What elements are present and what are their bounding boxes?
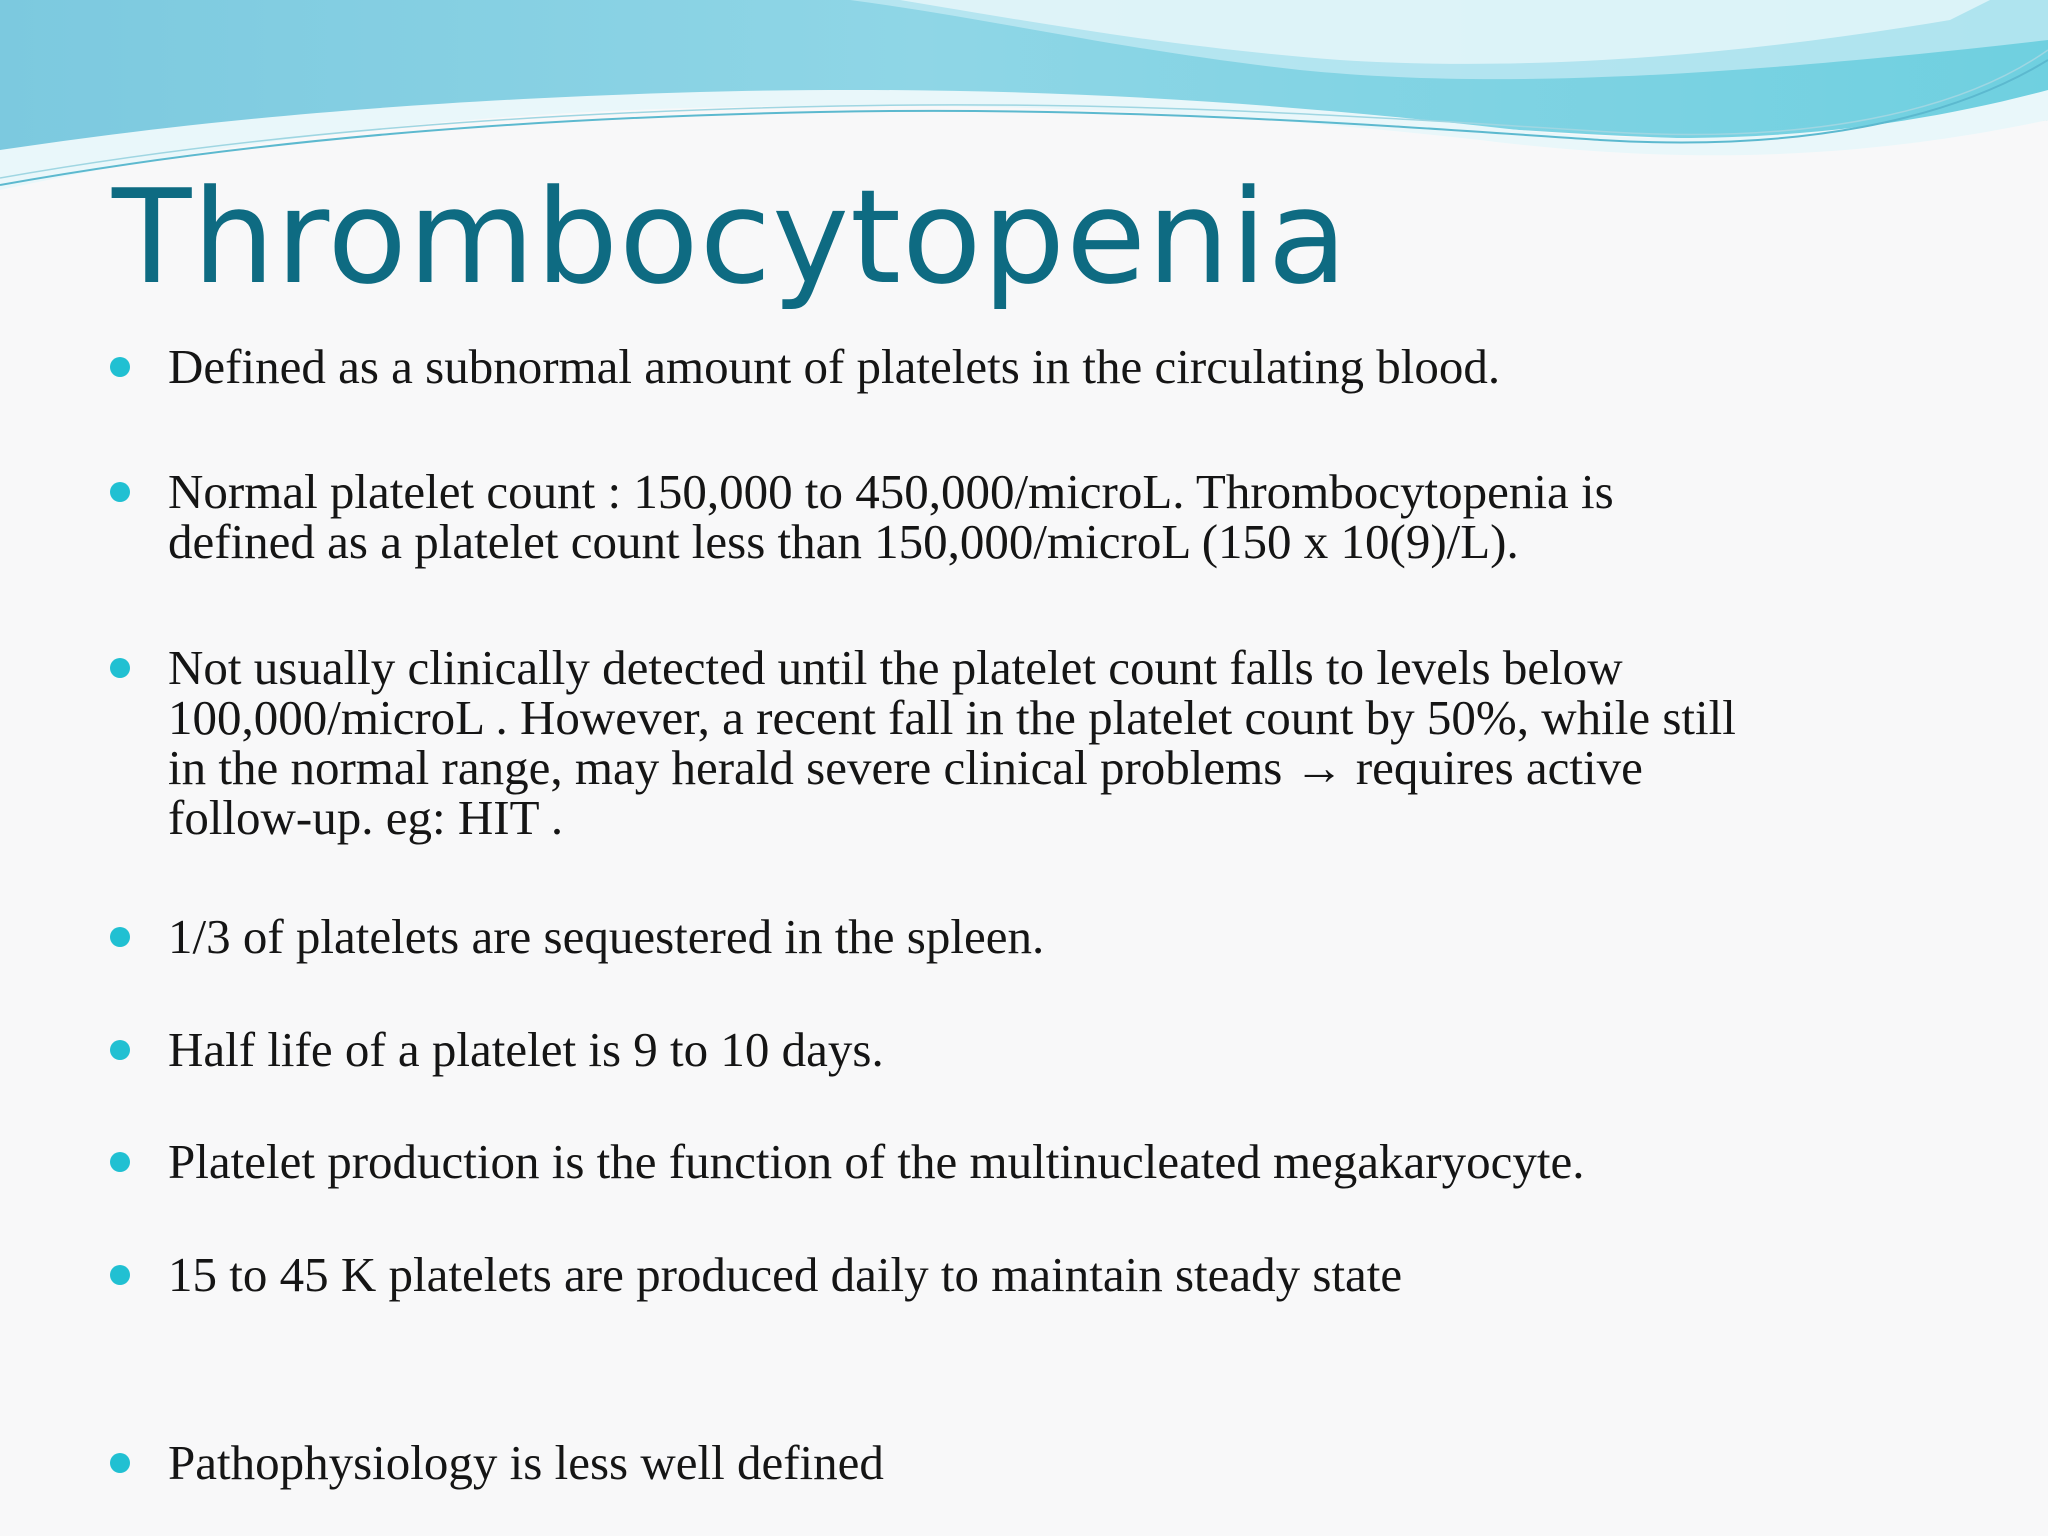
bullet-line: Platelet production is the function of the multinucleated megakaryocyte. <box>168 1134 1585 1189</box>
bullet-text <box>168 339 2048 394</box>
bullet-dot-icon <box>110 482 130 502</box>
bullet-line: Defined as a subnormal amount of platelets in the circulating blood. <box>168 339 1501 394</box>
bullet-dot-icon <box>110 1453 130 1473</box>
slide-title: Thrombocytopenia <box>112 161 1349 313</box>
bullet-text <box>168 464 2048 569</box>
bullet-line: 15 to 45 K platelets are produced daily to maintain steady state <box>168 1247 1403 1302</box>
bullet-line: Normal platelet count : 150,000 to 450,000/microL. Thrombocytopenia is <box>168 464 1614 519</box>
bullet-dot-icon <box>110 1040 130 1060</box>
bullet-text <box>168 909 2048 964</box>
bullet-dot-icon <box>110 658 130 678</box>
bullet-dot-icon <box>110 927 130 947</box>
bullet-line: defined as a platelet count less than 150,000/microL (150 x 10(9)/L). <box>168 514 1519 569</box>
bullet-line: 1/3 of platelets are sequestered in the spleen. <box>168 909 1045 964</box>
bullet-line: in the normal range, may herald severe clinical problems → requires active <box>168 740 1643 795</box>
bullet-line: Half life of a platelet is 9 to 10 days. <box>168 1022 884 1077</box>
bullet-text <box>168 640 2048 845</box>
bullet-line: follow-up. eg: HIT . <box>168 790 564 845</box>
bullet-text <box>168 1022 2048 1077</box>
bullet-line: Pathophysiology is less well defined <box>168 1435 884 1490</box>
bullet-text <box>168 1435 2048 1490</box>
bullet-text <box>168 1134 2048 1189</box>
bullet-text <box>168 1247 2048 1302</box>
bullet-line: 100,000/microL . However, a recent fall in the platelet count by 50%, while still <box>168 690 1736 745</box>
bullet-dot-icon <box>110 357 130 377</box>
bullet-dot-icon <box>110 1265 130 1285</box>
bullet-line: Not usually clinically detected until the platelet count falls to levels below <box>168 640 1623 695</box>
bullet-dot-icon <box>110 1152 130 1172</box>
